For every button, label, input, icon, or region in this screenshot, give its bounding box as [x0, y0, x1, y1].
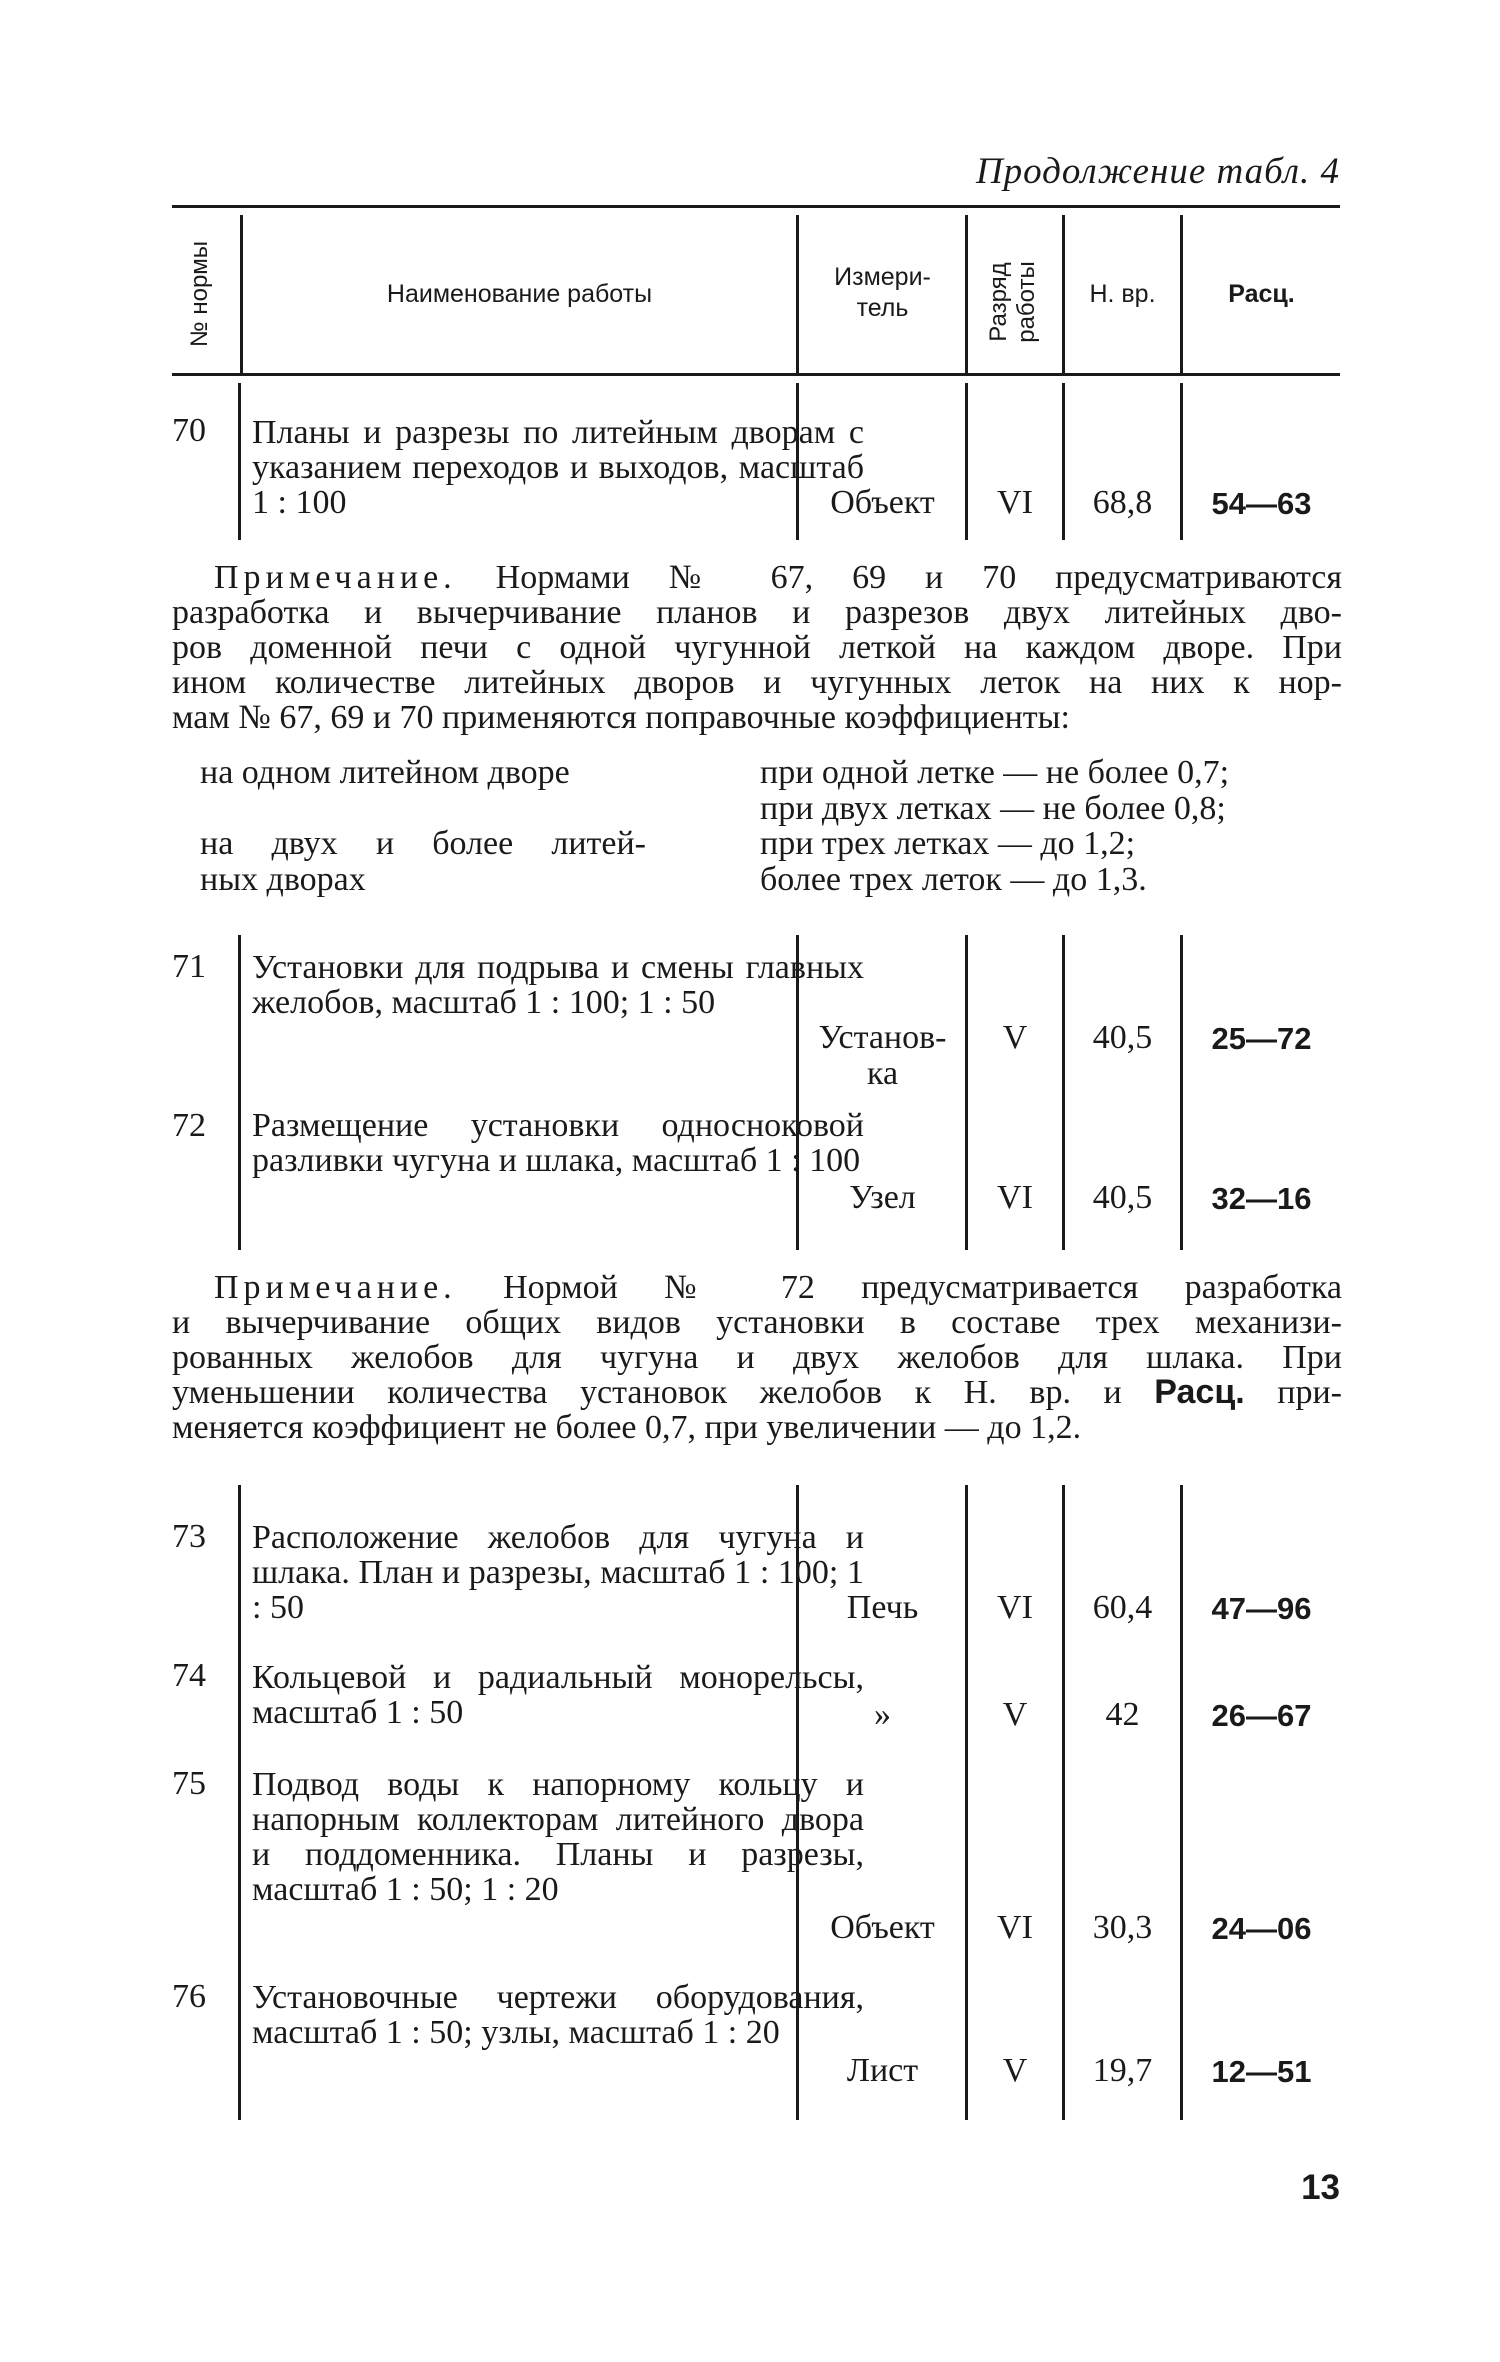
note-1-line: мам № 67, 69 и 70 применяются поправочные коэффициенты: — [172, 699, 1070, 736]
row-unit: Объект — [830, 484, 935, 521]
row-unit-line1: Установ- — [818, 1019, 947, 1056]
note-2 — [172, 1270, 1342, 1445]
note-label: Примечание. — [214, 1269, 457, 1306]
header-grade-line2: работы — [1013, 261, 1040, 343]
row-price: 54—63 — [1211, 486, 1312, 521]
row-unit: » — [874, 1696, 891, 1733]
row-unit — [800, 1020, 965, 1092]
note-1-line: разработка и вычерчивание планов и разрезов двух литейных дво- — [172, 594, 1342, 631]
table-continuation-caption: Продолжение табл. 4 — [975, 151, 1340, 192]
header-unit-line2: тель — [856, 294, 909, 322]
row-work-name: Установочные чертежи оборудования, масштаб 1 : 50; узлы, масштаб 1 : 20 — [252, 1979, 864, 2051]
coef-left-1: на одном литейном дворе — [200, 754, 570, 791]
row-price: 26—67 — [1211, 1698, 1312, 1733]
row-work-name: Планы и разрезы по литейным дворам с указанием переходов и выходов, масштаб 1 : 100 — [252, 414, 864, 521]
row-work-name: Кольцевой и радиальный монорельсы, масштаб 1 : 50 — [252, 1659, 864, 1731]
note-2-line: Примечание. Нормой № 72 предусматривается разработка — [214, 1269, 1342, 1306]
row-work-name: Размещение установки односноковой разливки чугуна и шлака, масштаб 1 : 100 — [252, 1107, 864, 1179]
note-2-line: рованных желобов для чугуна и двух желобов для шлака. При — [172, 1339, 1342, 1376]
header-grade — [985, 237, 1041, 367]
row-price: 32—16 — [1211, 1181, 1312, 1216]
note-1-line: ином количестве литейных дворов и чугунных леток на них к нор- — [172, 664, 1342, 701]
header-time-norm: Н. вр. — [1089, 280, 1156, 308]
row-number: 70 — [172, 412, 206, 449]
row-time-norm: 42 — [1105, 1696, 1140, 1733]
note-1 — [172, 560, 1342, 735]
price-abbrev: Расц. — [1154, 1373, 1245, 1411]
note-label: Примечание. — [214, 559, 457, 596]
row-grade: VI — [997, 1589, 1033, 1626]
note-2-line: и вычерчивание общих видов установки в составе трех механизи- — [172, 1304, 1342, 1341]
row-price: 12—51 — [1211, 2054, 1312, 2089]
row-price: 47—96 — [1211, 1591, 1312, 1626]
row-unit: Лист — [846, 2052, 919, 2089]
page-number: 13 — [1301, 2168, 1340, 2207]
row-work-name: Подвод воды к напорному кольцу и напорным коллекторам литейного двора и поддоменника. Планы и разрезы, масштаб 1 : 50; 1 : 20 — [252, 1766, 864, 1908]
row-number: 76 — [172, 1978, 206, 2015]
row-grade: VI — [997, 1909, 1033, 1946]
row-grade: VI — [997, 1179, 1033, 1216]
row-grade: V — [1002, 2052, 1028, 2089]
column-divider — [238, 1485, 241, 2120]
row-unit: Узел — [849, 1179, 916, 1216]
row-time-norm: 30,3 — [1092, 1909, 1153, 1946]
header-divider — [965, 215, 968, 373]
coef-right-3: при трех летках — до 1,2; — [760, 825, 1136, 862]
header-norm-number: № нормы — [186, 240, 213, 348]
row-grade: V — [1002, 1019, 1028, 1056]
row-work-name: Установки для подрыва и смены главных желобов, масштаб 1 : 100; 1 : 50 — [252, 949, 864, 1021]
row-unit: Печь — [846, 1589, 919, 1626]
column-divider — [1180, 1485, 1183, 2120]
header-divider — [796, 215, 799, 373]
row-number: 74 — [172, 1657, 206, 1694]
column-divider — [1062, 1485, 1065, 2120]
coef-right-4: более трех леток — до 1,3. — [760, 861, 1147, 898]
header-top-rule — [172, 205, 1340, 208]
coef-right-1: при одной летке — не более 0,7; — [760, 754, 1230, 791]
row-time-norm: 19,7 — [1092, 2052, 1153, 2089]
coef-left-2b: ных дворах — [200, 861, 366, 898]
row-time-norm: 68,8 — [1092, 484, 1153, 521]
column-divider — [238, 383, 241, 540]
row-price: 24—06 — [1211, 1911, 1312, 1946]
header-unit — [800, 262, 965, 324]
note-1-line: Примечание. Нормами № 67, 69 и 70 предусматриваются — [214, 559, 1342, 596]
row-work-name: Расположение желобов для чугуна и шлака. План и разрезы, масштаб 1 : 100; 1 : 50 — [252, 1519, 864, 1626]
row-number: 71 — [172, 948, 206, 985]
header-price: Расц. — [1228, 280, 1295, 308]
row-grade: VI — [997, 484, 1033, 521]
row-unit: Объект — [830, 1909, 935, 1946]
coef-right-2: при двух летках — не более 0,8; — [760, 790, 1226, 827]
header-bottom-rule — [172, 373, 1340, 376]
row-time-norm: 60,4 — [1092, 1589, 1153, 1626]
row-number: 72 — [172, 1107, 206, 1144]
row-grade: V — [1002, 1696, 1028, 1733]
row-price: 25—72 — [1211, 1021, 1312, 1056]
header-unit-line1: Измери- — [834, 263, 931, 291]
header-work-name: Наименование работы — [386, 280, 653, 308]
coef-left-2a: на двух и более литей- — [200, 825, 646, 862]
column-divider — [965, 1485, 968, 2120]
row-number: 73 — [172, 1518, 206, 1555]
note-1-line: ров доменной печи с одной чугунной леткой на каждом дворе. При — [172, 629, 1342, 666]
row-number: 75 — [172, 1765, 206, 1802]
row-time-norm: 40,5 — [1092, 1019, 1153, 1056]
row-time-norm: 40,5 — [1092, 1179, 1153, 1216]
column-divider — [238, 935, 241, 1250]
header-grade-line1: Разряд — [985, 262, 1012, 342]
row-unit-line2: ка — [866, 1055, 899, 1092]
note-2-line: уменьшении количества установок желобов к Н. вр. и Расц. при- — [172, 1373, 1342, 1411]
note-2-line: меняется коэффициент не более 0,7, при увеличении — до 1,2. — [172, 1409, 1082, 1446]
